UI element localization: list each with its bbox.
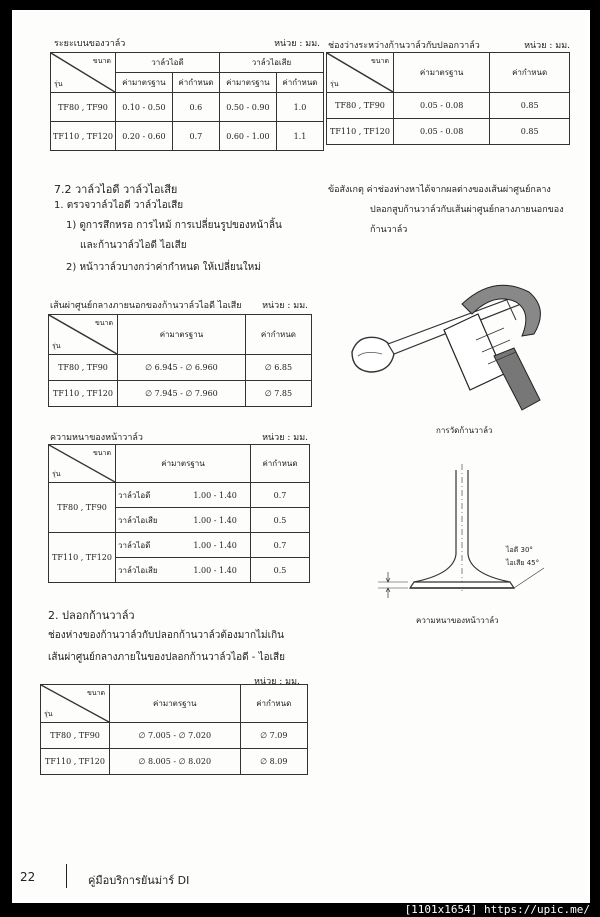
table-cell: TF80 , TF90 [49,483,116,533]
table-cell: 0.85 [490,119,570,145]
fig2-label-intake: ไอดี 30° [506,546,533,554]
table-cell: TF80 , TF90 [327,93,394,119]
source-watermark: [1101x1654] https://upic.me/ [404,903,590,916]
table-cell: 1.1 [276,122,323,151]
t1-head-limit: ค่ากำหนด [172,73,219,93]
table-cell: 1.0 [276,93,323,122]
valve-face-thickness-figure [364,464,564,604]
t1-head-std: ค่ามาตรฐาน [219,73,276,93]
table-cell: TF110 , TF120 [49,533,116,583]
t1-head-intake: วาล์วไอดี [115,53,219,73]
table-cell: ∅ 6.945 - ∅ 6.960 [118,355,246,381]
fig2-label-exhaust: ไอเสีย 45° [506,559,540,567]
t1-diag-cell: ขนาด รุ่น [51,53,116,93]
note-line: ข้อสังเกตุ ค่าช่องห่างหาได้จากผลต่างของเส้นผ่าศูนย์กลาง [328,185,551,195]
t5-unit: หน่วย : มม. [254,677,300,687]
table-cell: 0.7 [251,533,310,558]
table-cell: 0.20 - 0.60 [115,122,172,151]
t2-head-limit: ค่ากำหนด [490,53,570,93]
table-cell: 0.05 - 0.08 [394,93,490,119]
table-cell: วาล์วไอเสีย [116,508,181,533]
section-title: 7.2 วาล์วไอดี วาล์วไอเสีย [54,183,178,196]
table-cell: วาล์วไอเสีย [116,558,181,583]
table-cell: ∅ 8.005 - ∅ 8.020 [110,749,241,775]
t1-caption: ระยะเบนของวาล์ว หน่วย : มม. [54,39,320,49]
note-line: ก้านวาล์ว [370,225,408,235]
t4-diag-cell: ขนาด รุ่น [49,445,116,483]
table-cell: 0.60 - 1.00 [219,122,276,151]
guide-inner-diameter-table [40,684,308,775]
table-cell: ∅ 7.09 [240,723,307,749]
stem-guide-clearance-table [326,52,570,145]
table-cell: 0.50 - 0.90 [219,93,276,122]
section-item: 1. ตรวจวาล์วไอดี วาล์วไอเสีย [54,200,184,211]
table-cell: TF110 , TF120 [51,122,116,151]
t4-head-std: ค่ามาตรฐาน [116,445,251,483]
footer-divider [66,864,67,888]
scan-border-left [0,0,12,917]
table-cell: 0.10 - 0.50 [115,93,172,122]
t4-caption: ความหนาของหน้าวาล์ว หน่วย : มม. [50,433,308,443]
t5-head-limit: ค่ากำหนด [240,685,307,723]
t3-caption: เส้นผ่าศูนย์กลางภายนอกของก้านวาล์วไอดี ไอเสีย หน่วย : มม. [50,301,308,311]
section-subitem: 1) ดูการสึกหรอ การไหม้ การเปลี่ยนรูปของหน้าลิ้น [66,220,282,231]
table-cell: 0.05 - 0.08 [394,119,490,145]
valve-stem-micrometer-figure [344,264,554,414]
t1-head-exhaust: วาล์วไอเสีย [219,53,323,73]
t3-head-std: ค่ามาตรฐาน [118,315,246,355]
fig2-caption: ความหนาของหน้าวาล์ว [416,616,499,625]
table-cell: TF110 , TF120 [49,381,118,407]
t3-diag-cell: ขนาด รุ่น [49,315,118,355]
table-cell: 0.7 [251,483,310,508]
scan-border-right [590,0,600,917]
table-cell: วาล์วไอดี [116,483,181,508]
section-title: 2. ปลอกก้านวาล์ว [48,609,135,622]
table-cell: TF80 , TF90 [49,355,118,381]
table-cell: 0.6 [172,93,219,122]
table-cell: ∅ 6.85 [245,355,311,381]
t1-head-limit: ค่ากำหนด [276,73,323,93]
manual-title: คู่มือบริการยันม่าร์ DI [88,874,190,887]
valve-bend-table [50,52,324,151]
table-cell: TF110 , TF120 [41,749,110,775]
t5-diag-cell: ขนาด รุ่น [41,685,110,723]
t3-head-limit: ค่ากำหนด [245,315,311,355]
table-cell: 0.5 [251,508,310,533]
scan-border-top [0,0,600,10]
note-line: ปลอกสูบก้านวาล์วกับเส้นผ่าศูนย์กลางภายนอกของ [370,205,564,215]
table-cell: 0.7 [172,122,219,151]
table-cell: TF80 , TF90 [51,93,116,122]
table-cell: 1.00 - 1.40 [180,533,250,558]
stem-diameter-table [48,314,312,407]
table-cell: ∅ 7.945 - ∅ 7.960 [118,381,246,407]
fig1-caption: การวัดก้านวาล์ว [436,426,493,435]
table-cell: 1.00 - 1.40 [180,558,250,583]
table-cell: 1.00 - 1.40 [180,483,250,508]
table-cell: ∅ 7.005 - ∅ 7.020 [110,723,241,749]
table-cell: วาล์วไอดี [116,533,181,558]
t2-diag-cell: ขนาด รุ่น [327,53,394,93]
t2-head-std: ค่ามาตรฐาน [394,53,490,93]
table-cell: 0.85 [490,93,570,119]
table-cell: TF110 , TF120 [327,119,394,145]
t1-head-std: ค่ามาตรฐาน [115,73,172,93]
document-page [14,12,586,900]
table-cell: TF80 , TF90 [41,723,110,749]
section-line: ช่องห่างของก้านวาล์วกับปลอกก้านวาล์วต้องมากไม่เกิน [48,630,284,641]
t4-head-limit: ค่ากำหนด [251,445,310,483]
page-number: 22 [20,870,36,884]
table-cell: ∅ 7.85 [245,381,311,407]
section-line: เส้นผ่าศูนย์กลางภายในของปลอกก้านวาล์วไอดี - ไอเสีย [48,652,285,663]
table-cell: 0.5 [251,558,310,583]
valve-face-thickness-table [48,444,310,583]
table-cell: ∅ 8.09 [240,749,307,775]
table-cell: 1.00 - 1.40 [180,508,250,533]
section-subitem: และก้านวาล์วไอดี ไอเสีย [80,240,187,251]
t5-head-std: ค่ามาตรฐาน [110,685,241,723]
t2-caption: ช่องว่างระหว่างก้านวาล์วกับปลอกวาล์ว หน่วย : มม. [328,41,570,51]
section-subitem: 2) หน้าวาล์วบางกว่าค่ากำหนด ให้เปลี่ยนใหม่ [66,262,261,273]
